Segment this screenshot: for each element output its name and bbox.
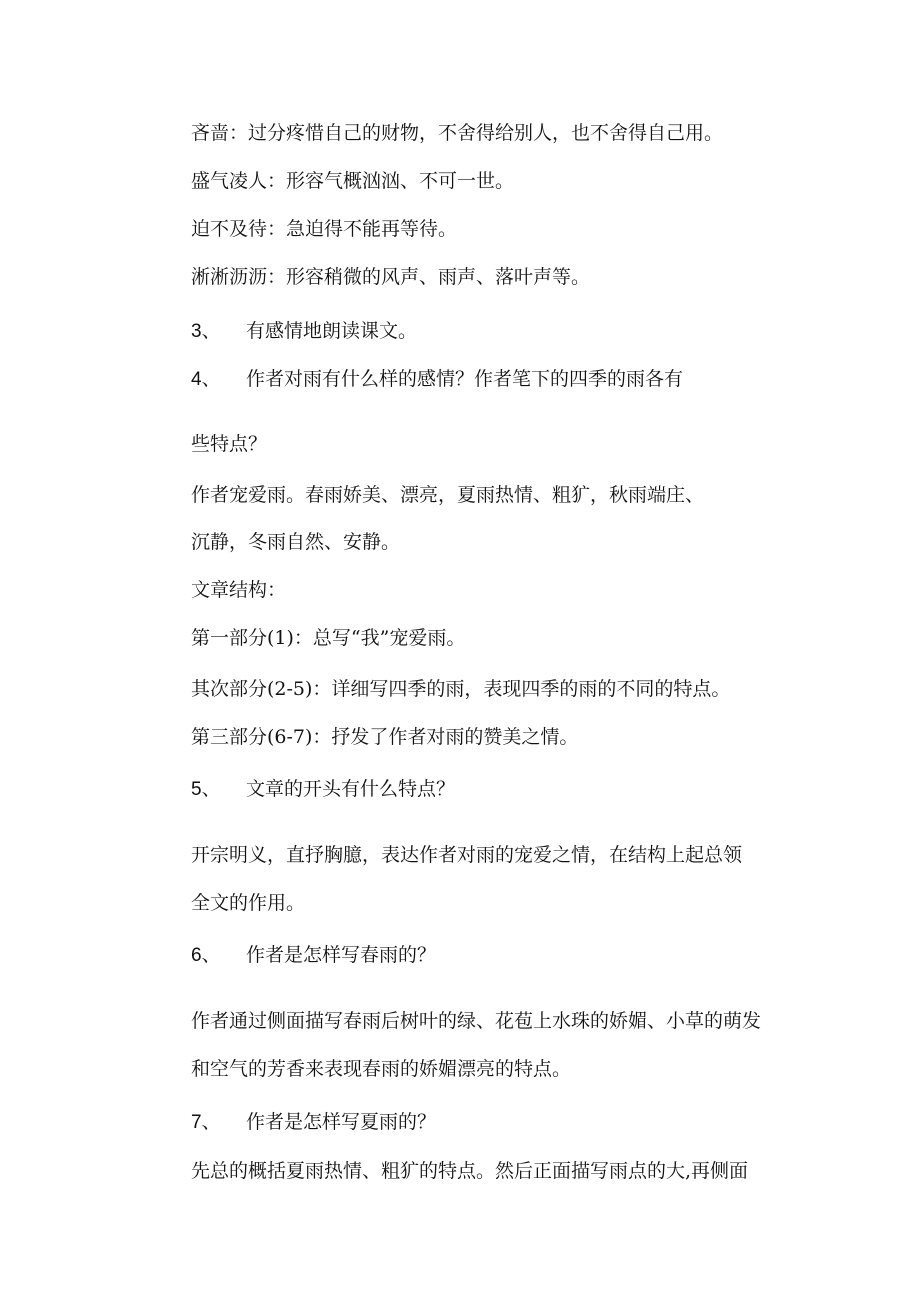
question-4 <box>191 367 683 392</box>
question-number: 7、 <box>191 1112 221 1133</box>
answer-line: 和空气的芳香来表现春雨的娇媚漂亮的特点。 <box>191 1058 572 1080</box>
definition-line: 盛气凌人：形容气概汹汹、不可一世。 <box>191 170 515 192</box>
definition-line: 迫不及待：急迫得不能再等待。 <box>191 218 458 240</box>
answer-line: 作者通过侧面描写春雨后树叶的绿、花苞上水珠的娇媚、小草的萌发 <box>191 1010 762 1032</box>
question-text: 作者是怎样写夏雨的？ <box>246 1111 437 1133</box>
question-number: 5、 <box>191 779 221 800</box>
structure-line: 其次部分(2-5)：详细写四季的雨，表现四季的雨的不同的特点。 <box>191 678 731 700</box>
question-text: 文章的开头有什么特点？ <box>246 778 456 800</box>
question-continuation: 些特点？ <box>191 433 268 455</box>
answer-line: 沉静，冬雨自然、安静。 <box>191 531 401 553</box>
question-6 <box>191 943 436 968</box>
definition-line: 吝啬：过分疼惜自己的财物，不舍得给别人，也不舍得自己用。 <box>191 122 724 144</box>
question-3 <box>191 319 417 344</box>
question-number: 3、 <box>191 321 221 342</box>
structure-line: 第三部分(6-7)：抒发了作者对雨的赞美之情。 <box>191 726 579 748</box>
question-text: 作者对雨有什么样的感情？作者笔下的四季的雨各有 <box>246 368 684 390</box>
question-text: 有感情地朗读课文。 <box>246 320 418 342</box>
question-number: 4、 <box>191 369 221 390</box>
answer-line: 全文的作用。 <box>191 892 306 914</box>
structure-label: 文章结构： <box>191 579 287 601</box>
question-text: 作者是怎样写春雨的？ <box>246 944 437 966</box>
question-number: 6、 <box>191 945 221 966</box>
definition-line: 淅淅沥沥：形容稍微的风声、雨声、落叶声等。 <box>191 266 591 288</box>
answer-line: 先总的概括夏雨热情、粗犷的特点。然后正面描写雨点的大,再侧面 <box>191 1160 749 1182</box>
structure-line: 第一部分(1)：总写“我”宠爱雨。 <box>191 627 466 649</box>
answer-line: 开宗明义，直抒胸臆，表达作者对雨的宠爱之情，在结构上起总领 <box>191 844 743 866</box>
question-5 <box>191 777 455 802</box>
answer-line: 作者宠爱雨。春雨娇美、漂亮，夏雨热情、粗犷，秋雨端庄、 <box>191 484 705 506</box>
question-7 <box>191 1110 436 1135</box>
